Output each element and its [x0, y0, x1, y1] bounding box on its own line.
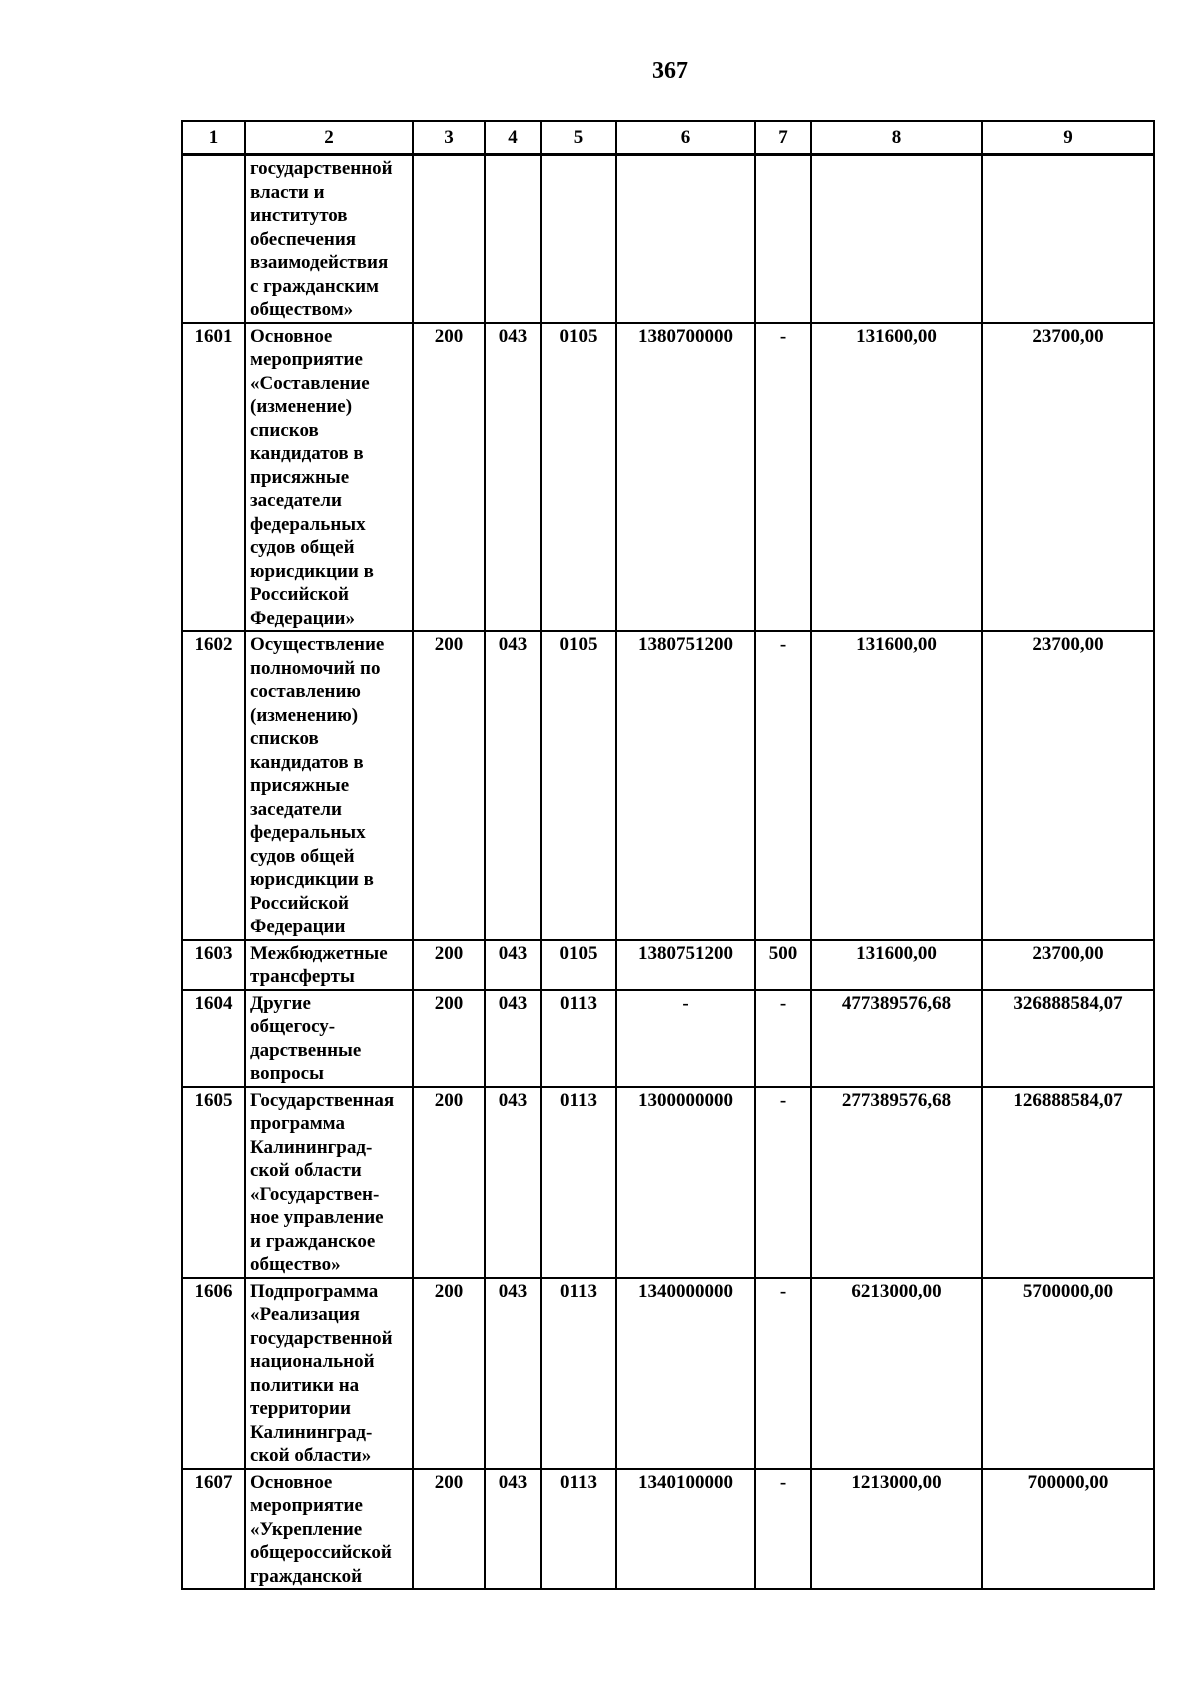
- amount-cell: 277389576,68: [811, 1087, 982, 1278]
- code-cell: 043: [485, 990, 541, 1087]
- section-code-cell: [541, 155, 616, 323]
- row-number-cell: 1605: [182, 1087, 245, 1278]
- code-cell: 043: [485, 940, 541, 990]
- target-code-cell: 1380751200: [616, 631, 755, 940]
- amount-cell: 326888584,07: [982, 990, 1154, 1087]
- section-code-cell: 0113: [541, 1087, 616, 1278]
- expense-type-cell: [755, 155, 811, 323]
- code-cell: 200: [413, 990, 485, 1087]
- row-name-cell: Подпрограмма «Реализация государственной национальной политики на территории Калининград- ской области»: [245, 1278, 413, 1469]
- code-cell: 200: [413, 631, 485, 940]
- target-code-cell: [616, 155, 755, 323]
- table-row: [182, 1087, 1154, 1278]
- expense-type-cell: -: [755, 1087, 811, 1278]
- section-code-cell: 0113: [541, 990, 616, 1087]
- budget-table: [181, 120, 1155, 1590]
- table-row: [182, 323, 1154, 632]
- row-number-cell: 1606: [182, 1278, 245, 1469]
- expense-type-cell: 500: [755, 940, 811, 990]
- section-code-cell: 0113: [541, 1278, 616, 1469]
- target-code-cell: -: [616, 990, 755, 1087]
- target-code-cell: 1380751200: [616, 940, 755, 990]
- page-number: 367: [652, 58, 688, 84]
- table-body: [182, 155, 1154, 1590]
- code-cell: 200: [413, 940, 485, 990]
- table-row: [182, 1278, 1154, 1469]
- row-name-cell: Осуществление полномочий по составлению (изменению) списков кандидатов в присяжные заседатели федеральных судов общей юрисдикции в Российской Федерации: [245, 631, 413, 940]
- code-cell: 200: [413, 1278, 485, 1469]
- code-cell: 200: [413, 323, 485, 632]
- column-header: 9: [982, 121, 1154, 155]
- target-code-cell: 1300000000: [616, 1087, 755, 1278]
- amount-cell: 131600,00: [811, 940, 982, 990]
- amount-cell: 5700000,00: [982, 1278, 1154, 1469]
- column-header: 6: [616, 121, 755, 155]
- table-row: [182, 1469, 1154, 1590]
- column-header: 2: [245, 121, 413, 155]
- column-header: 7: [755, 121, 811, 155]
- row-name-cell: Другие общегосу- дарственные вопросы: [245, 990, 413, 1087]
- expense-type-cell: -: [755, 323, 811, 632]
- row-name-cell: Межбюджетные трансферты: [245, 940, 413, 990]
- expense-type-cell: -: [755, 631, 811, 940]
- table-row: [182, 940, 1154, 990]
- section-code-cell: 0113: [541, 1469, 616, 1590]
- target-code-cell: 1340000000: [616, 1278, 755, 1469]
- amount-cell: 131600,00: [811, 631, 982, 940]
- code-cell: 043: [485, 1278, 541, 1469]
- column-header: 4: [485, 121, 541, 155]
- code-cell: [485, 155, 541, 323]
- header-row: [182, 121, 1154, 155]
- continuation-row: [182, 155, 1154, 323]
- row-number-cell: 1603: [182, 940, 245, 990]
- code-cell: 043: [485, 1469, 541, 1590]
- code-cell: 200: [413, 1087, 485, 1278]
- table-row: [182, 990, 1154, 1087]
- column-header: 8: [811, 121, 982, 155]
- expense-type-cell: -: [755, 990, 811, 1087]
- code-cell: 043: [485, 323, 541, 632]
- expense-type-cell: -: [755, 1469, 811, 1590]
- column-header: 5: [541, 121, 616, 155]
- row-number-cell: [182, 155, 245, 323]
- code-cell: 043: [485, 631, 541, 940]
- amount-cell: 23700,00: [982, 323, 1154, 632]
- section-code-cell: 0105: [541, 940, 616, 990]
- amount-cell: [811, 155, 982, 323]
- section-code-cell: 0105: [541, 323, 616, 632]
- amount-cell: [982, 155, 1154, 323]
- code-cell: 200: [413, 1469, 485, 1590]
- row-name-cell: Государственная программа Калининград- ской области «Государствен- ное управление и гражданское общество»: [245, 1087, 413, 1278]
- amount-cell: 131600,00: [811, 323, 982, 632]
- target-code-cell: 1380700000: [616, 323, 755, 632]
- code-cell: 043: [485, 1087, 541, 1278]
- section-code-cell: 0105: [541, 631, 616, 940]
- target-code-cell: 1340100000: [616, 1469, 755, 1590]
- column-header: 3: [413, 121, 485, 155]
- row-number-cell: 1604: [182, 990, 245, 1087]
- row-number-cell: 1602: [182, 631, 245, 940]
- amount-cell: 6213000,00: [811, 1278, 982, 1469]
- amount-cell: 700000,00: [982, 1469, 1154, 1590]
- table-row: [182, 631, 1154, 940]
- row-name-cell: Основное мероприятие «Составление (изменение) списков кандидатов в присяжные заседатели федеральных судов общей юрисдикции в Российской Федерации»: [245, 323, 413, 632]
- column-header: 1: [182, 121, 245, 155]
- row-name-cell: Основное мероприятие «Укрепление общероссийской гражданской: [245, 1469, 413, 1590]
- row-number-cell: 1607: [182, 1469, 245, 1590]
- amount-cell: 477389576,68: [811, 990, 982, 1087]
- expense-type-cell: -: [755, 1278, 811, 1469]
- amount-cell: 126888584,07: [982, 1087, 1154, 1278]
- amount-cell: 23700,00: [982, 631, 1154, 940]
- code-cell: [413, 155, 485, 323]
- amount-cell: 23700,00: [982, 940, 1154, 990]
- row-number-cell: 1601: [182, 323, 245, 632]
- amount-cell: 1213000,00: [811, 1469, 982, 1590]
- row-name-cell: государственной власти и институтов обеспечения взаимодействия с гражданским обществом»: [245, 155, 413, 323]
